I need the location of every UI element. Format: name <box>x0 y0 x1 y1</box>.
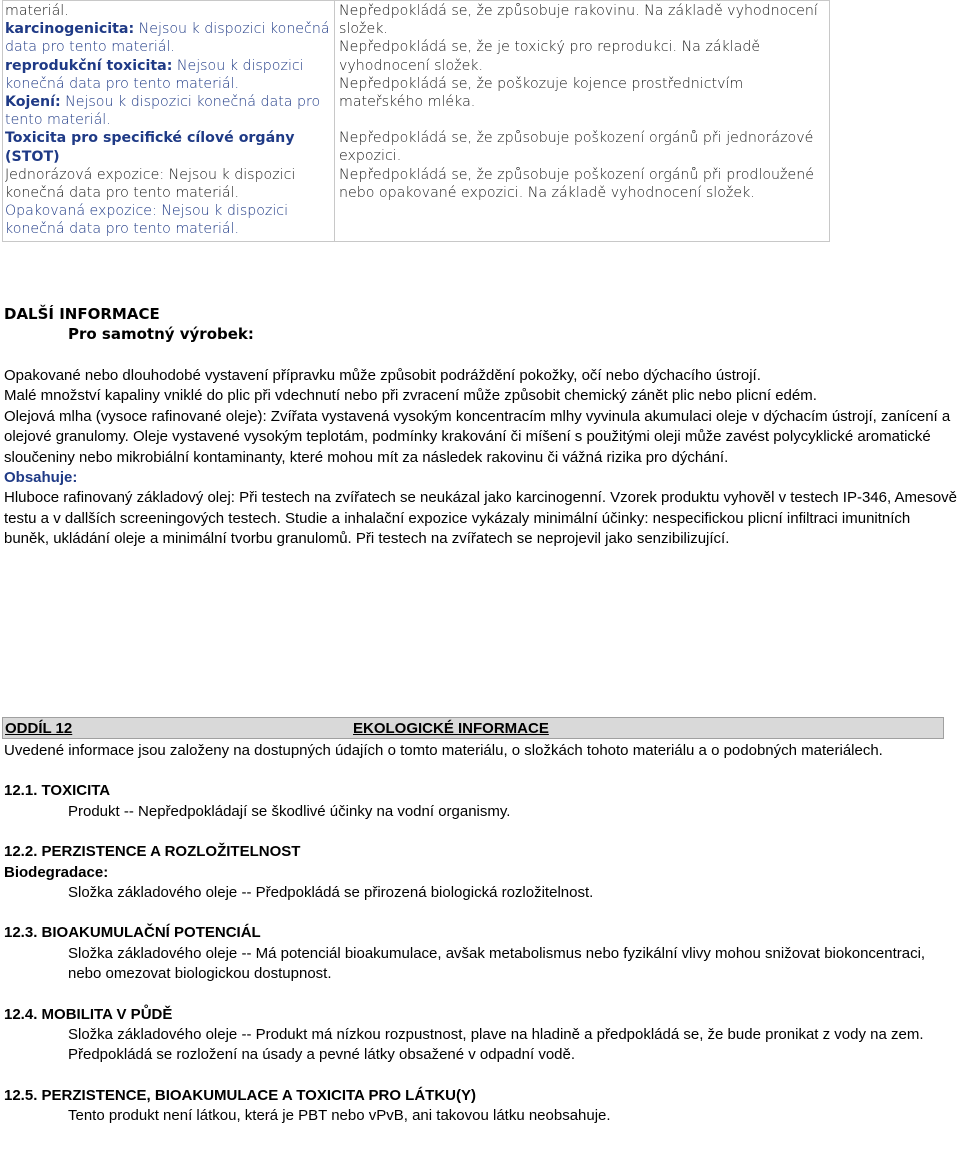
spacer <box>4 1066 958 1086</box>
right-cell <box>335 1 830 242</box>
item-label: Kojení: <box>5 94 61 111</box>
paragraph: Hluboce rafinovaný základový olej: Při testech na zvířatech se neukázal jako karcinogenní. Vzorek produktu vyhověl v testech IP-346, Amesově testu a v dallších screeningových testech. Studie a inhalační expozice vykázaly minimální účinky: nespecifickou plicní infiltraci imunitních buněk, ukládání oleje a minimální tvorbu granulomů. Při testech na zvířatech se neprojevil jako senzibilizující. <box>4 489 958 548</box>
subsection-text: Složka základového oleje -- Předpokládá se přirozená biologická rozložitelnost. <box>68 884 594 902</box>
tox-item: materiál. <box>5 3 69 19</box>
toxicity-table <box>2 0 830 242</box>
further-info-title-block <box>4 304 958 345</box>
tox-result: Nepředpokládá se, že poškozuje kojence prostřednictvím mateřského mléka. <box>339 75 744 111</box>
section-number: ODDÍL 12 <box>5 720 73 737</box>
subsection-text: Složka základového oleje -- Produkt má nízkou rozpustnost, plave na hladině a předpokládá se, že bude pronikat z vody na zem. Předpokládá se rozložení na úsady a pevné látky obsažené v odpadní vodě. <box>68 1026 924 1064</box>
tox-result: Nepředpokládá se, že způsobuje rakovinu. Na základě vyhodnocení složek. <box>339 3 818 38</box>
subsection-text: Tento produkt není látkou, která je PBT nebo vPvB, ani takovou látku neobsahuje. <box>68 1107 611 1125</box>
spacer <box>4 903 958 923</box>
subsection-title: 12.1. TOXICITA <box>4 782 111 800</box>
tox-item <box>5 20 331 56</box>
paragraph: Olejová mlha (vysoce rafinované oleje): Zvířata vystavená vysokým koncentracím mlhy vyvinula akumulaci oleje v dýchacím ústrojí, zanícení a olejové granulomy. Oleje vystavené vysokým teplotám, podmínky krakování či míšení s použitými oleji může zavést polycyklické aromatické sloučeniny nebo mikrobiální kontaminanty, které mohou mít za následek rakovinu či vážná rizika pro dýchání. <box>4 407 951 466</box>
tox-result: Nepředpokládá se, že je toxický pro reprodukci. Na základě vyhodnocení složek. <box>339 39 761 74</box>
tox-item: Jednorázová expozice: Nejsou k dispozici konečná data pro tento materiál. <box>5 166 296 202</box>
spacer <box>4 761 958 781</box>
subsection-text: Produkt -- Nepředpokládají se škodlivé účinky na vodní organismy. <box>68 802 511 820</box>
item-text: Nejsou k dispozici konečná data pro tento materiál. <box>5 94 321 129</box>
contains-label: Obsahuje: <box>4 469 78 487</box>
tox-item <box>5 93 331 129</box>
paragraph: Opakované nebo dlouhodobé vystavení přípravku může způsobit podráždění pokožky, očí nebo dýchacího ústrojí. <box>4 367 761 384</box>
subsection-text: Složka základového oleje -- Má potenciál bioakumulace, avšak metabolismus nebo fyzikální vlivy mohou snižovat biokoncentraci, nebo omezovat biologickou dostupnost. <box>68 944 926 983</box>
item-label: reprodukční toxicita: <box>5 57 173 74</box>
spacer <box>339 111 826 129</box>
subsection-label: Biodegradace: <box>4 863 109 881</box>
spacer <box>4 985 958 1005</box>
tox-item: Opakovaná expozice: Nejsou k dispozici konečná data pro tento materiál. <box>5 203 289 238</box>
left-cell <box>3 1 335 242</box>
section-intro: Uvedené informace jsou založeny na dostupných údajích o tomto materiálu, o složkách tohoto materiálu a o podobných materiálech. <box>4 742 883 759</box>
subsection-title: 12.3. BIOAKUMULAČNÍ POTENCIÁL <box>4 924 261 942</box>
subsection-title: 12.4. MOBILITA V PŮDĚ <box>4 1005 173 1023</box>
tox-result: Nepředpokládá se, že způsobuje poškození orgánů při prodloužené nebo opakované expozici. Na základě vyhodnocení složek. <box>339 166 814 201</box>
paragraph: Malé množství kapaliny vniklé do plic při vdechnutí nebo při zvracení může způsobit chemický zánět plic nebo plicní edém. <box>4 387 817 405</box>
further-info-body <box>4 366 958 550</box>
tox-result: Nepředpokládá se, že způsobuje poškození orgánů při jednorázové expozici. <box>339 130 814 165</box>
further-info-subtitle: Pro samotný výrobek: <box>68 325 254 344</box>
item-text: Nejsou k dispozici konečná data pro tento materiál. <box>5 57 304 92</box>
section12-body <box>4 741 958 1127</box>
spacer <box>4 822 958 842</box>
section-header-bar <box>2 717 944 739</box>
stot-heading: Toxicita pro specifické cílové orgány (STOT) <box>5 130 295 165</box>
table-row <box>3 1 830 242</box>
subsection-title: 12.2. PERZISTENCE A ROZLOŽITELNOST <box>4 843 301 861</box>
further-info-title: DALŠÍ INFORMACE <box>4 305 160 323</box>
section-title: EKOLOGICKÉ INFORMACE <box>353 720 549 737</box>
subsection-title: 12.5. PERZISTENCE, BIOAKUMULACE A TOXICITA PRO LÁTKU(Y) <box>4 1086 476 1104</box>
tox-item <box>5 57 331 93</box>
item-text: Nejsou k dispozici konečná data pro tento materiál. <box>5 21 330 56</box>
item-label: karcinogenicita: <box>5 21 135 38</box>
